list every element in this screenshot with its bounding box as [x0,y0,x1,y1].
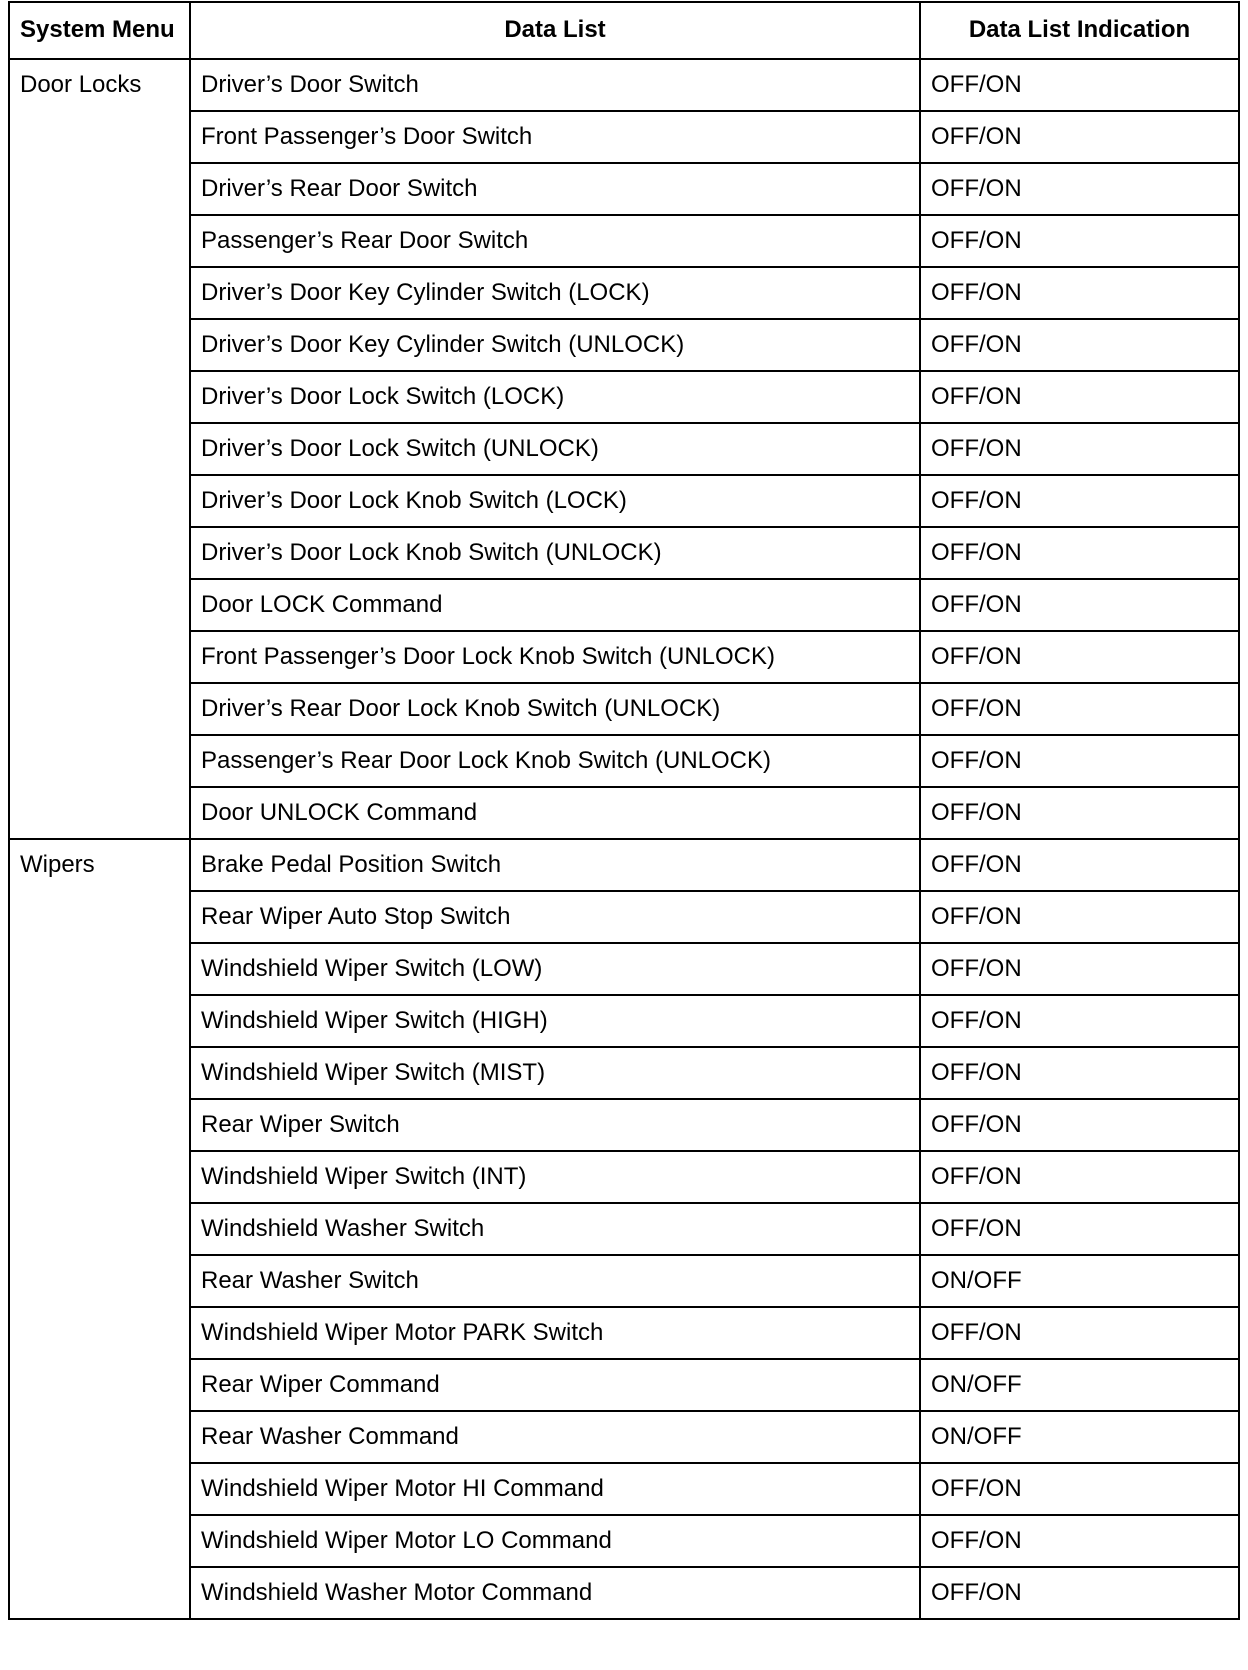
data-list-cell: Front Passenger’s Door Lock Knob Switch (UNLOCK) [190,631,920,683]
table-row [9,1515,1239,1567]
data-list-cell: Rear Wiper Command [190,1359,920,1411]
data-list-cell: Driver’s Door Lock Switch (LOCK) [190,371,920,423]
table-row [9,215,1239,267]
table-row [9,475,1239,527]
indication-cell: OFF/ON [920,111,1239,163]
data-list-cell: Driver’s Door Lock Knob Switch (UNLOCK) [190,527,920,579]
indication-cell: OFF/ON [920,1307,1239,1359]
table-row [9,735,1239,787]
header-row [9,2,1239,59]
indication-cell: OFF/ON [920,1203,1239,1255]
table-row [9,1567,1239,1619]
data-list-cell: Passenger’s Rear Door Lock Knob Switch (UNLOCK) [190,735,920,787]
data-list-cell: Rear Washer Switch [190,1255,920,1307]
data-list-cell: Rear Wiper Auto Stop Switch [190,891,920,943]
data-list-cell: Passenger’s Rear Door Switch [190,215,920,267]
data-list-cell: Windshield Wiper Motor LO Command [190,1515,920,1567]
header-data-list: Data List [190,2,920,59]
table-row [9,943,1239,995]
table-row [9,527,1239,579]
indication-cell: OFF/ON [920,1567,1239,1619]
data-list-cell: Door LOCK Command [190,579,920,631]
indication-cell: OFF/ON [920,1047,1239,1099]
indication-cell: OFF/ON [920,371,1239,423]
data-list-cell: Driver’s Door Key Cylinder Switch (LOCK) [190,267,920,319]
indication-cell: OFF/ON [920,163,1239,215]
indication-cell: ON/OFF [920,1255,1239,1307]
table-row [9,631,1239,683]
indication-cell: OFF/ON [920,267,1239,319]
indication-cell: OFF/ON [920,787,1239,839]
table-row [9,319,1239,371]
table-row [9,1151,1239,1203]
data-list-cell: Driver’s Rear Door Switch [190,163,920,215]
indication-cell: OFF/ON [920,995,1239,1047]
table-row [9,1255,1239,1307]
table-row [9,1203,1239,1255]
data-list-cell: Windshield Wiper Switch (LOW) [190,943,920,995]
table-row [9,787,1239,839]
table-row [9,111,1239,163]
table-row [9,267,1239,319]
data-list-cell: Driver’s Door Key Cylinder Switch (UNLOCK) [190,319,920,371]
indication-cell: OFF/ON [920,527,1239,579]
table-row [9,579,1239,631]
indication-cell: OFF/ON [920,1099,1239,1151]
indication-cell: OFF/ON [920,943,1239,995]
data-list-cell: Rear Washer Command [190,1411,920,1463]
table-row [9,1463,1239,1515]
table-row [9,1047,1239,1099]
indication-cell: OFF/ON [920,1151,1239,1203]
table-row [9,839,1239,891]
table-row [9,1411,1239,1463]
table-row [9,1307,1239,1359]
indication-cell: OFF/ON [920,319,1239,371]
indication-cell: OFF/ON [920,1463,1239,1515]
system-menu-cell: Wipers [9,839,190,1619]
indication-cell: OFF/ON [920,423,1239,475]
table-row [9,1099,1239,1151]
indication-cell: OFF/ON [920,683,1239,735]
table-row [9,371,1239,423]
table-row [9,683,1239,735]
indication-cell: ON/OFF [920,1411,1239,1463]
table-row [9,995,1239,1047]
data-list-cell: Windshield Wiper Motor HI Command [190,1463,920,1515]
data-list-cell: Windshield Washer Switch [190,1203,920,1255]
data-list-cell: Windshield Wiper Switch (MIST) [190,1047,920,1099]
data-list-cell: Windshield Wiper Switch (HIGH) [190,995,920,1047]
indication-cell: ON/OFF [920,1359,1239,1411]
indication-cell: OFF/ON [920,735,1239,787]
data-list-cell: Driver’s Door Lock Knob Switch (LOCK) [190,475,920,527]
indication-cell: OFF/ON [920,579,1239,631]
indication-cell: OFF/ON [920,839,1239,891]
data-list-cell: Brake Pedal Position Switch [190,839,920,891]
indication-cell: OFF/ON [920,59,1239,111]
table-row [9,59,1239,111]
data-list-cell: Front Passenger’s Door Switch [190,111,920,163]
table-row [9,891,1239,943]
indication-cell: OFF/ON [920,475,1239,527]
data-list-cell: Windshield Wiper Motor PARK Switch [190,1307,920,1359]
system-menu-cell: Door Locks [9,59,190,839]
table-row [9,163,1239,215]
indication-cell: OFF/ON [920,891,1239,943]
data-list-cell: Rear Wiper Switch [190,1099,920,1151]
indication-cell: OFF/ON [920,1515,1239,1567]
data-list-cell: Windshield Wiper Switch (INT) [190,1151,920,1203]
data-list-cell: Door UNLOCK Command [190,787,920,839]
table-row [9,423,1239,475]
data-list-cell: Driver’s Door Switch [190,59,920,111]
data-list-cell: Driver’s Rear Door Lock Knob Switch (UNLOCK) [190,683,920,735]
indication-cell: OFF/ON [920,631,1239,683]
indication-cell: OFF/ON [920,215,1239,267]
header-indication: Data List Indication [920,2,1239,59]
data-list-table [8,1,1240,1620]
table-body [9,59,1239,1619]
data-list-cell: Driver’s Door Lock Switch (UNLOCK) [190,423,920,475]
table-row [9,1359,1239,1411]
header-system-menu: System Menu [9,2,190,59]
data-list-cell: Windshield Washer Motor Command [190,1567,920,1619]
